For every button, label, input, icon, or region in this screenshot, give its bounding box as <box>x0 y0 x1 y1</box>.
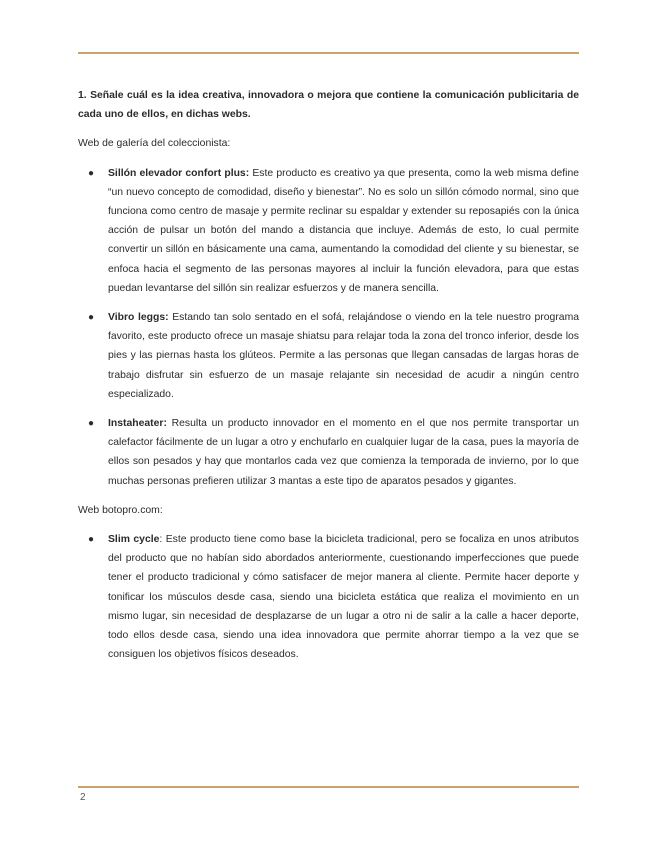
document-body <box>78 86 579 674</box>
list-item <box>78 530 579 664</box>
list-item <box>78 164 579 298</box>
product-term: Sillón elevador confort plus: <box>108 167 250 179</box>
bullet-icon: ● <box>88 167 95 179</box>
list-item <box>78 308 579 404</box>
bullet-list-coleccionista <box>78 164 579 491</box>
section-label-coleccionista: Web de galería del coleccionista: <box>78 138 231 150</box>
footer-rule <box>78 786 579 788</box>
product-term: Vibro leggs: <box>108 312 169 324</box>
product-term: Instaheater: <box>108 418 167 430</box>
page-number: 2 <box>80 792 86 803</box>
list-item <box>78 414 579 491</box>
bullet-icon: ● <box>88 418 95 430</box>
bullet-list-botopro <box>78 530 579 664</box>
product-description: Resulta un producto innovador en el momento en el que nos permite transportar un calefactor fácilmente de un lugar a otro y enchufarlo en cualquier lugar de la casa, pues la mayoría de ellos son pesados y hay que montarlos cada vez que comienza la temporada de invierno, por lo que muchas personas prefieren utilizar 3 mantas a este tipo de aparatos pesados y gigantes. <box>108 418 580 487</box>
product-description: : Este producto tiene como base la bicicleta tradicional, pero se focaliza en unos atributos del producto que no habían sido abordados anteriormente, cuestionando imperfecciones que puede tener el producto tradicional y cómo satisfacer de mejor manera al cliente. Permite hacer deporte y tonificar los músculos desde casa, siendo una bicicleta estática que realiza el movimiento en un mismo lugar, sin necesidad de desplazarse de un lugar a otro ni de salir a la calle a hacer deporte, todo ellos desde casa, siendo una idea innovadora que permite ahorrar tiempo a la vez que se consiguen los objetivos físicos deseados. <box>108 534 579 661</box>
product-term: Slim cycle <box>108 534 160 546</box>
question-heading: 1. Señale cuál es la idea creativa, innovadora o mejora que contiene la comunicación publicitaria de cada uno de ellos, en dichas webs. <box>78 90 579 121</box>
bullet-icon: ● <box>88 534 95 546</box>
section-label-botopro: Web botopro.com: <box>78 504 163 516</box>
product-description: Este producto es creativo ya que presenta, como la web misma define “un nuevo concepto de comodidad, diseño y bienestar”. No es solo un sillón cómodo normal, sino que funciona como centro de masaje y permite reclinar su espaldar y extender su reposapiés con la única acción de pulsar un botón del mando a distancia que incluye. Además de esto, lo cual permite convertir un sillón en básicamente una cama, aumentando la comodidad del cliente y su bienestar, se enfoca hacia el segmento de las personas mayores al incluir la función elevadora, para que estas puedan levantarse del sillón sin realizar esfuerzos y de manera sencilla. <box>108 167 580 294</box>
product-description: Estando tan solo sentado en el sofá, relajándose o viendo en la tele nuestro programa favorito, este producto ofrece un masaje shiatsu para relajar toda la zona del tronco inferior, desde los pies y las piernas hasta los glúteos. Permite a las personas que llegan cansadas de largas horas de trabajo disfrutar sin esfuerzo de un masaje relajante sin necesidad de acudir a ningún centro especializado. <box>108 312 580 400</box>
bullet-icon: ● <box>88 312 95 324</box>
header-rule <box>78 52 579 54</box>
